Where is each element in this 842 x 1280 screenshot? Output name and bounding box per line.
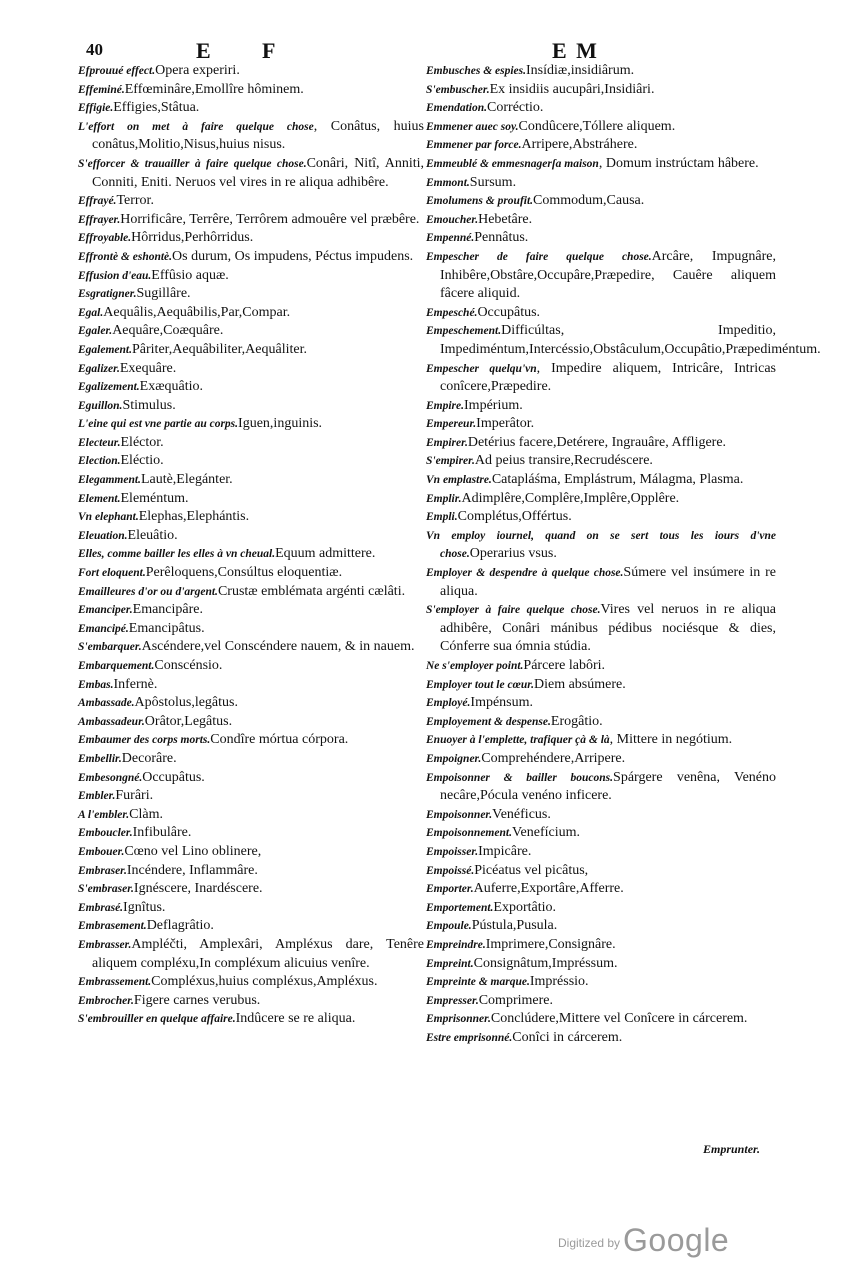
entry-latin-gloss: Conîci in cárcerem. xyxy=(512,1029,623,1045)
dictionary-entry xyxy=(78,583,424,602)
entry-french-term: Effrontè & eshontè. xyxy=(78,250,173,263)
entry-latin-gloss: Ascéndere,vel Conscéndere nauem, & in nauem. xyxy=(141,639,415,655)
entry-french-term: Empoisser. xyxy=(426,845,479,858)
entry-latin-gloss: Catapláśma, Emplástrum, Málagma, Plasma. xyxy=(491,472,744,488)
entry-french-term: S'empirer. xyxy=(426,455,475,468)
entry-latin-gloss: Effûsio aquæ. xyxy=(151,267,229,283)
entry-french-term: Emprisonner. xyxy=(426,1013,491,1026)
watermark-brand: Google xyxy=(623,1222,730,1258)
dictionary-entry xyxy=(78,118,424,155)
entry-latin-gloss: Hebetâre. xyxy=(478,211,533,227)
dictionary-entry xyxy=(78,787,424,806)
dictionary-entry xyxy=(426,694,776,713)
entry-french-term: Vn emplastre. xyxy=(426,474,492,487)
entry-french-term: Embraser. xyxy=(78,864,127,877)
entry-french-term: Empoisonner. xyxy=(426,808,493,821)
entry-latin-gloss: Aequâre,Coæquâre. xyxy=(112,323,224,339)
dictionary-entry xyxy=(78,527,424,546)
entry-french-term: S'embrouiller en quelque affaire. xyxy=(78,1013,236,1026)
entry-french-term: Empeschement. xyxy=(426,325,502,338)
entry-french-term: Effigie. xyxy=(78,102,114,115)
dictionary-entry xyxy=(426,81,776,100)
entry-latin-gloss: Imperâtor. xyxy=(476,416,535,432)
entry-latin-gloss: Difficúltas, Impeditio, Impediméntum,Intercéssio,Obstâculum,Occupâtio,Præpediméntum. xyxy=(440,323,821,357)
entry-french-term: Employement & despense. xyxy=(426,715,551,728)
dictionary-entry xyxy=(426,322,821,359)
entry-french-term: L'effort on met à faire quelque chose xyxy=(78,120,314,133)
dictionary-entry xyxy=(78,211,424,230)
catchword: Emprunter. xyxy=(703,1142,761,1156)
dictionary-entry xyxy=(426,229,776,248)
entry-latin-gloss: , Domum instrúctam hâbere. xyxy=(598,155,759,171)
entry-latin-gloss: Exportâtio. xyxy=(493,899,557,915)
entry-latin-gloss: Iguen,inguinis. xyxy=(238,416,323,432)
entry-latin-gloss: Auferre,Exportâre,Afferre. xyxy=(473,881,624,897)
dictionary-entry xyxy=(426,211,776,230)
entry-french-term: Ambassadeur. xyxy=(78,715,145,728)
entry-latin-gloss: Condîre mórtua córpora. xyxy=(210,732,349,748)
dictionary-entry xyxy=(426,99,776,118)
entry-latin-gloss: Sursum. xyxy=(469,174,517,190)
entry-french-term: Employé. xyxy=(426,697,471,710)
dictionary-entry xyxy=(78,62,424,81)
entry-latin-gloss: Condûcere,Tóllere aliquem. xyxy=(518,118,676,134)
entry-latin-gloss: Impicâre. xyxy=(478,843,532,859)
entry-latin-gloss: Opera experiri. xyxy=(155,63,240,78)
dictionary-entry xyxy=(78,638,424,657)
entry-french-term: Empreinte & marque. xyxy=(426,976,530,989)
google-watermark xyxy=(558,1222,729,1259)
entry-french-term: Emporter. xyxy=(426,883,474,896)
entry-french-term: Embrocher. xyxy=(78,994,134,1007)
dictionary-entry xyxy=(78,397,424,416)
entry-french-term: Emolumens & proufit. xyxy=(426,195,534,208)
entry-french-term: Vn elephant. xyxy=(78,511,139,524)
dictionary-entry xyxy=(78,99,424,118)
entry-latin-gloss: Adimplêre,Complêre,Implêre,Opplêre. xyxy=(461,490,680,506)
entry-latin-gloss: Impérium. xyxy=(464,397,523,413)
entry-french-term: Empli. xyxy=(426,511,458,524)
dictionary-entry xyxy=(78,862,424,881)
dictionary-entry xyxy=(78,713,424,732)
entry-french-term: Element. xyxy=(78,492,121,505)
entry-latin-gloss: Párcere labôri. xyxy=(523,658,606,673)
entry-latin-gloss: Furâri. xyxy=(115,788,154,804)
entry-french-term: Empoule. xyxy=(426,920,472,933)
entry-french-term: Emoucher. xyxy=(426,213,479,226)
entry-latin-gloss: Venéficus. xyxy=(492,806,551,822)
entry-latin-gloss: Conclúdere,Mittere vel Conîcere in cárcerem. xyxy=(490,1011,748,1027)
entry-latin-gloss: , Mittere in negótium. xyxy=(609,732,733,748)
entry-latin-gloss: Emancipâre. xyxy=(132,602,203,618)
entry-french-term: Empescher quelqu'vn xyxy=(426,362,537,375)
dictionary-entry xyxy=(78,341,424,360)
dictionary-entry xyxy=(426,880,776,899)
entry-french-term: Embrassement. xyxy=(78,976,152,989)
entry-french-term: S'employer à faire quelque chose. xyxy=(426,604,601,617)
dictionary-entry xyxy=(78,806,424,825)
dictionary-entry xyxy=(426,657,776,676)
entry-french-term: Effusion d'eau. xyxy=(78,269,152,282)
dictionary-entry xyxy=(426,508,776,527)
entry-latin-gloss: , Conâtus, huius conâtus,Molitio,Nisus,huius nisus. xyxy=(92,118,424,153)
dictionary-entry xyxy=(78,564,424,583)
dictionary-entry xyxy=(78,155,424,192)
dictionary-entry xyxy=(78,676,424,695)
left-column xyxy=(78,62,424,1029)
dictionary-entry xyxy=(78,620,424,639)
dictionary-entry xyxy=(78,992,424,1011)
entry-latin-gloss: Occupâtus. xyxy=(477,304,541,320)
dictionary-entry xyxy=(78,192,424,211)
entry-latin-gloss: Vires vel neruos in re aliqua adhibêre, Conâri mánibus pédibus nociésque & dies, Cónferre sua ómnia stúdia. xyxy=(440,602,776,655)
entry-french-term: Egaler. xyxy=(78,325,113,338)
dictionary-entry xyxy=(426,1010,776,1029)
entry-latin-gloss: Infernè. xyxy=(113,676,158,692)
entry-latin-gloss: Crustæ emblémata argénti cælâti. xyxy=(217,583,406,599)
entry-latin-gloss: Deflagrâtio. xyxy=(146,918,214,934)
entry-french-term: Esgratigner. xyxy=(78,288,137,301)
entry-latin-gloss: Equum admittere. xyxy=(275,546,376,562)
entry-latin-gloss: Complétus,Offértus. xyxy=(457,509,572,525)
entry-latin-gloss: Pústula,Pusula. xyxy=(471,918,558,934)
entry-french-term: Fort eloquent. xyxy=(78,567,146,580)
dictionary-entry xyxy=(78,694,424,713)
entry-french-term: L'eine qui est vne partie au corps. xyxy=(78,418,239,431)
entry-french-term: Empoisonner & bailler boucons. xyxy=(426,771,614,784)
dictionary-entry xyxy=(78,545,424,564)
entry-french-term: Vn employ iournel, quand on se sert tous les iours d'vne chose. xyxy=(426,529,776,561)
entry-french-term: Emancipé. xyxy=(78,622,129,635)
dictionary-entry xyxy=(78,601,424,620)
entry-french-term: Effrayer. xyxy=(78,213,121,226)
dictionary-entry xyxy=(426,676,776,695)
entry-latin-gloss: Infibulâre. xyxy=(132,825,192,841)
entry-french-term: Empescher de faire quelque chose. xyxy=(426,250,652,263)
dictionary-entry xyxy=(426,174,776,193)
entry-latin-gloss: Erogâtio. xyxy=(550,713,603,729)
dictionary-entry xyxy=(78,471,424,490)
entry-french-term: Efprouué effect. xyxy=(78,65,156,77)
dictionary-entry xyxy=(426,490,776,509)
dictionary-entry xyxy=(426,843,776,862)
entry-latin-gloss: Venefícium. xyxy=(511,825,580,841)
dictionary-entry xyxy=(426,527,776,564)
entry-latin-gloss: Lautè,Elegánter. xyxy=(140,472,233,488)
dictionary-entry xyxy=(78,973,424,992)
dictionary-entry xyxy=(78,285,424,304)
entry-french-term: Empoigner. xyxy=(426,752,482,765)
dictionary-entry xyxy=(426,452,776,471)
entry-latin-gloss: Hôrridus,Perhôrridus. xyxy=(131,230,254,246)
entry-french-term: S'embuscher. xyxy=(426,83,490,96)
page-number: 40 xyxy=(86,40,103,59)
dictionary-entry xyxy=(426,304,776,323)
dictionary-entry xyxy=(78,81,424,100)
entry-french-term: Empreint. xyxy=(426,957,474,970)
entry-latin-gloss: Exæquâtio. xyxy=(139,379,204,395)
entry-latin-gloss: Imprimere,Consignâre. xyxy=(485,936,616,952)
dictionary-entry xyxy=(78,769,424,788)
dictionary-entry xyxy=(78,360,424,379)
dictionary-entry xyxy=(78,229,424,248)
entry-french-term: Egalizement. xyxy=(78,381,140,394)
entry-french-term: Emendation. xyxy=(426,102,488,115)
entry-french-term: Emmener par force. xyxy=(426,139,522,152)
entry-latin-gloss: Commodum,Causa. xyxy=(533,193,645,209)
entry-french-term: Empire. xyxy=(426,399,465,412)
entry-french-term: Effeminé. xyxy=(78,83,125,96)
dictionary-entry xyxy=(78,267,424,286)
entry-latin-gloss: Ignéscere, Inardéscere. xyxy=(133,881,263,897)
entry-latin-gloss: Orâtor,Legâtus. xyxy=(144,713,233,729)
entry-french-term: Embaumer des corps morts. xyxy=(78,734,211,747)
entry-french-term: Egalement. xyxy=(78,343,132,356)
entry-french-term: Empenné. xyxy=(426,232,475,245)
dictionary-entry xyxy=(78,899,424,918)
entry-latin-gloss: Decorâre. xyxy=(121,750,177,766)
dictionary-entry xyxy=(426,415,776,434)
entry-latin-gloss: Perêloquens,Consúltus eloquentiæ. xyxy=(145,565,343,581)
dictionary-entry xyxy=(426,471,776,490)
entry-latin-gloss: Picéatus vel picâtus, xyxy=(474,862,589,878)
dictionary-entry xyxy=(78,434,424,453)
entry-latin-gloss: Horrificâre, Terrêre, Terrôrem admouêre vel præbêre. xyxy=(120,211,420,227)
entry-latin-gloss: Ignîtus. xyxy=(123,899,166,915)
entry-latin-gloss: Eléctor. xyxy=(120,434,164,450)
entry-french-term: Embrasé. xyxy=(78,901,124,914)
entry-french-term: Eguillon. xyxy=(78,399,123,412)
dictionary-entry xyxy=(426,1029,776,1048)
entry-latin-gloss: Súmere vel insúmere in re aliqua. xyxy=(440,565,777,599)
entry-latin-gloss: Stimulus. xyxy=(122,397,176,413)
entry-french-term: Empresser. xyxy=(426,994,479,1007)
entry-french-term: Employer & despendre à quelque chose. xyxy=(426,567,624,580)
entry-latin-gloss: Emancipâtus. xyxy=(128,620,205,636)
entry-latin-gloss: Insídiæ,insidiârum. xyxy=(526,63,635,78)
entry-french-term: Embas. xyxy=(78,678,114,691)
watermark-prefix: Digitized by xyxy=(558,1236,621,1250)
entry-latin-gloss: Impénsum. xyxy=(470,695,534,711)
running-head-right: E M xyxy=(552,38,599,63)
entry-latin-gloss: Terror. xyxy=(116,193,154,209)
entry-latin-gloss: Ampléčti, Amplexâri, Ampléxus dare, Tenêre aliquem compléxu,In compléxum alicuius venîre. xyxy=(92,936,424,971)
entry-french-term: Empoisonnement. xyxy=(426,827,512,840)
entry-french-term: Emailleures d'or ou d'argent. xyxy=(78,585,218,598)
dictionary-entry xyxy=(426,564,776,601)
entry-latin-gloss: Pennâtus. xyxy=(474,230,529,246)
entry-latin-gloss: Detérius facere,Detérere, Ingrauâre, Affligere. xyxy=(467,434,727,450)
entry-french-term: Empesché. xyxy=(426,306,478,319)
dictionary-entry xyxy=(78,248,424,267)
entry-french-term: S'embarquer. xyxy=(78,641,142,654)
entry-latin-gloss: Ad peius transire,Recrudéscere. xyxy=(474,453,653,469)
dictionary-entry xyxy=(78,490,424,509)
dictionary-entry xyxy=(78,917,424,936)
dictionary-entry xyxy=(78,415,424,434)
entry-latin-gloss: Os durum, Os impudens, Péctus impudens. xyxy=(172,248,414,264)
right-column xyxy=(426,62,821,1047)
entry-latin-gloss: Spárgere venêna, Venéno necâre,Pócula venéno inficere. xyxy=(440,769,776,804)
entry-latin-gloss: Eleuâtio. xyxy=(127,527,178,543)
entry-latin-gloss: Occupâtus. xyxy=(142,769,205,785)
entry-french-term: Embrasser. xyxy=(78,938,132,951)
entry-latin-gloss: Impréssio. xyxy=(529,974,589,990)
entry-latin-gloss: Cœno vel Lino oblinere, xyxy=(124,843,262,859)
entry-french-term: Embler. xyxy=(78,790,116,803)
dictionary-entry xyxy=(426,397,776,416)
entry-french-term: Emmont. xyxy=(426,176,470,189)
dictionary-entry xyxy=(78,750,424,769)
dictionary-entry xyxy=(426,248,776,304)
running-head-left-f: F xyxy=(262,38,278,63)
entry-latin-gloss: Ex insidiis aucupâri,Insidiâri. xyxy=(489,81,655,97)
entry-french-term: Empirer. xyxy=(426,436,468,449)
entry-french-term: Egalizer. xyxy=(78,362,120,375)
dictionary-entry xyxy=(426,136,776,155)
entry-french-term: Egal. xyxy=(78,306,104,319)
dictionary-entry xyxy=(426,917,776,936)
entry-french-term: Estre emprisonné. xyxy=(426,1031,513,1044)
dictionary-entry xyxy=(426,62,776,81)
entry-french-term: A l'embler. xyxy=(78,808,130,821)
entry-french-term: S'efforcer & trauailler à faire quelque chose. xyxy=(78,157,307,170)
entry-latin-gloss: Exequâre. xyxy=(119,360,177,376)
dictionary-entry xyxy=(426,731,776,750)
entry-french-term: Emplir. xyxy=(426,492,462,505)
entry-latin-gloss: Elephas,Elephántis. xyxy=(138,509,250,525)
dictionary-entry xyxy=(78,304,424,323)
dictionary-entry xyxy=(78,824,424,843)
entry-french-term: Emportement. xyxy=(426,901,494,914)
dictionary-entry xyxy=(426,899,776,918)
entry-latin-gloss: Conâri, Nitî, Anniti, Conniti, Eniti. Neruos vel vires in re aliqua adhibêre. xyxy=(92,155,424,190)
entry-latin-gloss: Compléxus,huius compléxus,Ampléxus. xyxy=(151,974,378,990)
dictionary-entry xyxy=(78,731,424,750)
entry-french-term: Embrasement. xyxy=(78,920,147,933)
entry-latin-gloss: Effigies,Stâtua. xyxy=(113,100,200,116)
entry-french-term: Embusches & espies. xyxy=(426,65,526,77)
dictionary-entry xyxy=(426,155,776,174)
dictionary-entry xyxy=(426,973,776,992)
dictionary-entry xyxy=(426,824,776,843)
entry-latin-gloss: Diem absúmere. xyxy=(533,676,626,692)
entry-latin-gloss: Corréctio. xyxy=(487,100,544,116)
entry-french-term: Effroyable. xyxy=(78,232,132,245)
entry-french-term: Embarquement. xyxy=(78,660,155,672)
dictionary-entry xyxy=(426,936,776,955)
entry-latin-gloss: Operarius vsus. xyxy=(469,546,557,562)
entry-latin-gloss: Apôstolus,legâtus. xyxy=(134,695,238,711)
entry-french-term: Empoissé. xyxy=(426,864,475,877)
entry-latin-gloss: Eléctio. xyxy=(120,453,164,469)
entry-french-term: Elegamment. xyxy=(78,474,141,487)
entry-french-term: Embouer. xyxy=(78,845,125,858)
entry-french-term: Emboucler. xyxy=(78,827,133,840)
entry-latin-gloss: Figere carnes verubus. xyxy=(133,992,261,1008)
entry-latin-gloss: Clàm. xyxy=(129,806,163,822)
dictionary-entry xyxy=(78,452,424,471)
entry-latin-gloss: Effœminâre,Emollîre hôminem. xyxy=(124,81,304,97)
entry-latin-gloss: Sugillâre. xyxy=(136,286,191,302)
entry-french-term: Emanciper. xyxy=(78,604,133,617)
dictionary-entry xyxy=(426,992,776,1011)
entry-latin-gloss: Eleméntum. xyxy=(120,490,189,506)
running-head-left-e: E xyxy=(196,38,213,63)
entry-latin-gloss: Comprehéndere,Arripere. xyxy=(481,750,626,766)
dictionary-entry xyxy=(78,1010,424,1029)
entry-french-term: Eleuation. xyxy=(78,529,128,542)
entry-french-term: Empereur. xyxy=(426,418,477,431)
dictionary-entry xyxy=(426,713,776,732)
dictionary-entry xyxy=(78,378,424,397)
entry-latin-gloss: Aequâlis,Aequâbilis,Par,Compar. xyxy=(103,304,291,320)
dictionary-entry xyxy=(426,862,776,881)
dictionary-entry xyxy=(426,118,776,137)
entry-french-term: Emmeublé & emmesnagerſa maison xyxy=(426,157,599,170)
entry-french-term: Emmener auec soy. xyxy=(426,120,519,133)
dictionary-entry xyxy=(78,843,424,862)
entry-latin-gloss: Arripere,Abstráhere. xyxy=(521,137,638,153)
entry-french-term: Elles, comme bailler les elles à vn cheual. xyxy=(78,548,276,561)
dictionary-entry xyxy=(426,769,776,806)
entry-french-term: Electeur. xyxy=(78,436,121,449)
dictionary-entry xyxy=(426,955,776,974)
entry-latin-gloss: Pâriter,Aequâbiliter,Aequâliter. xyxy=(132,341,307,357)
entry-latin-gloss: Arcâre, Impugnâre, Inhibêre,Obstâre,Occupâre,Præpedire, Cauêre aliquem fâcere aliquid. xyxy=(440,248,777,302)
dictionary-entry xyxy=(78,508,424,527)
dictionary-entry xyxy=(426,434,776,453)
dictionary-entry xyxy=(426,806,776,825)
dictionary-entry xyxy=(426,601,776,657)
entry-french-term: Enuoyer à l'emplette, trafiquer çà & là xyxy=(426,734,610,747)
dictionary-entry xyxy=(78,657,424,676)
entry-french-term: Ne s'employer point. xyxy=(426,660,524,672)
entry-latin-gloss: Indûcere se re aliqua. xyxy=(235,1011,356,1027)
entry-latin-gloss: Consignâtum,Impréssum. xyxy=(473,955,618,971)
entry-latin-gloss: Comprimere. xyxy=(478,992,553,1008)
entry-french-term: Embesongné. xyxy=(78,771,143,784)
entry-french-term: Embellir. xyxy=(78,752,122,765)
dictionary-entry xyxy=(426,192,776,211)
entry-french-term: Election. xyxy=(78,455,121,468)
dictionary-entry xyxy=(426,360,776,397)
entry-latin-gloss: Conscénsio. xyxy=(154,658,223,673)
dictionary-entry xyxy=(78,936,424,973)
dictionary-entry xyxy=(426,750,776,769)
entry-latin-gloss: , Impedire aliquem, Intricâre, Intricas conîcere,Præpedire. xyxy=(440,360,777,395)
entry-french-term: Empreindre. xyxy=(426,938,486,951)
entry-french-term: Ambassade. xyxy=(78,697,135,710)
dictionary-entry xyxy=(78,880,424,899)
entry-french-term: Employer tout le cœur. xyxy=(426,678,534,691)
dictionary-entry xyxy=(78,322,424,341)
entry-french-term: Effrayé. xyxy=(78,195,117,208)
entry-french-term: S'embraser. xyxy=(78,883,134,896)
entry-latin-gloss: Incéndere, Inflammâre. xyxy=(126,862,258,878)
